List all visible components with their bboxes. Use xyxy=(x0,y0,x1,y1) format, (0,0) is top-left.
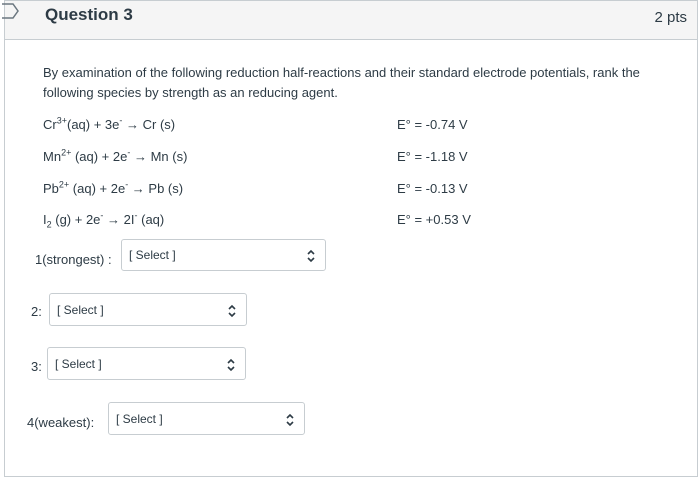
rank-3-select[interactable] xyxy=(47,347,246,380)
half-reaction-2: $Mn^{2+}$ (aq) + 2e- → Mn (s) xyxy=(43,147,188,164)
chevron-updown-icon xyxy=(306,249,316,263)
flag-icon[interactable] xyxy=(1,3,19,19)
chevron-updown-icon xyxy=(285,413,295,427)
potential-2: E° = -1.18 V xyxy=(397,149,468,164)
half-reaction-3: $Pb^{2+}$ (aq) + 2e- → Pb (s) xyxy=(43,179,184,196)
chevron-updown-icon xyxy=(226,358,236,372)
potential-4: E° = +0.53 V xyxy=(397,212,471,227)
half-reaction-1: $Cr^{3+}(aq) + 3e^- \to Cr$ (s) xyxy=(43,115,176,132)
question-points: 2 pts xyxy=(654,9,687,26)
rank-1-select[interactable] xyxy=(121,239,326,271)
chevron-updown-icon xyxy=(227,304,237,318)
rank-2-select[interactable] xyxy=(49,293,247,326)
rank-4-select[interactable] xyxy=(108,402,305,435)
rank-2-select-value: [ Select ] xyxy=(57,303,104,317)
rank-4-label: 4(weakest): xyxy=(27,415,95,430)
potential-3: E° = -0.13 V xyxy=(397,181,468,196)
half-reaction-4: $I_2$ (g) + 2e- → 2I- (aq) xyxy=(43,210,165,230)
potential-1: E° = -0.74 V xyxy=(397,117,468,132)
question-header xyxy=(5,1,697,40)
rank-4-select-value: [ Select ] xyxy=(116,412,163,426)
rank-2-label: 2: xyxy=(31,304,42,319)
rank-1-label: 1(strongest) : xyxy=(35,252,112,267)
rank-1-select-value: [ Select ] xyxy=(129,248,176,262)
rank-3-select-value: [ Select ] xyxy=(55,357,102,371)
question-card xyxy=(4,0,698,477)
question-title: Question 3 xyxy=(45,5,133,24)
rank-3-label: 3: xyxy=(31,359,42,374)
question-prompt: By examination of the following reduction half-reactions and their standard electrode potentials, rank the following species by strength as an reducing agent. xyxy=(43,65,640,100)
